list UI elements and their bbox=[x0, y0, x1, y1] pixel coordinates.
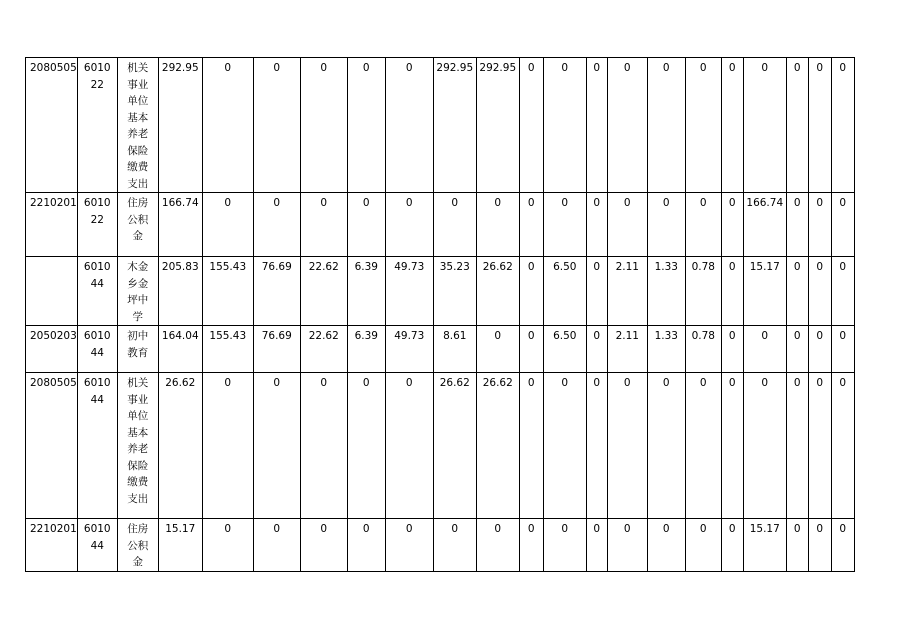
cell-amount: 26.62 bbox=[158, 373, 202, 519]
cell-amount: 0 bbox=[831, 257, 854, 326]
cell-unit-code bbox=[77, 519, 117, 572]
cell-amount: 0 bbox=[543, 373, 586, 519]
cell-amount: 0.78 bbox=[685, 257, 721, 326]
cell-amount: 0 bbox=[253, 519, 300, 572]
cell-amount: 0 bbox=[433, 519, 476, 572]
cell-subject-code: 2210201 bbox=[26, 519, 78, 572]
cell-amount: 0 bbox=[385, 58, 433, 193]
cell-amount: 22.62 bbox=[300, 257, 347, 326]
item-name-line: 单位 bbox=[127, 410, 149, 422]
item-name-line: 养老 bbox=[127, 443, 149, 455]
cell-amount: 292.95 bbox=[476, 58, 519, 193]
cell-amount: 0 bbox=[347, 58, 385, 193]
cell-amount: 15.17 bbox=[743, 519, 786, 572]
unit-code-line: 6010 bbox=[83, 261, 111, 273]
cell-amount: 0 bbox=[202, 519, 253, 572]
cell-amount: 6.39 bbox=[347, 257, 385, 326]
cell-subject-code: 2080505 bbox=[26, 373, 78, 519]
cell-amount: 0 bbox=[831, 519, 854, 572]
unit-code-line: 6010 bbox=[83, 62, 111, 74]
cell-unit-code bbox=[77, 257, 117, 326]
cell-amount: 0 bbox=[647, 193, 685, 257]
item-name-line: 坪中 bbox=[127, 294, 149, 306]
cell-amount: 164.04 bbox=[158, 326, 202, 373]
cell-amount: 0 bbox=[519, 373, 543, 519]
cell-amount: 0 bbox=[808, 193, 831, 257]
item-name-line: 金 bbox=[132, 230, 144, 242]
cell-amount: 166.74 bbox=[743, 193, 786, 257]
cell-amount: 0 bbox=[202, 193, 253, 257]
item-name-line: 单位 bbox=[127, 95, 149, 107]
cell-amount: 0 bbox=[519, 326, 543, 373]
item-name-line: 保险 bbox=[127, 144, 149, 157]
cell-amount: 1.33 bbox=[647, 257, 685, 326]
item-name-line: 缴费 bbox=[127, 161, 149, 173]
cell-subject-code: 2080505 bbox=[26, 58, 78, 193]
cell-amount: 0 bbox=[831, 326, 854, 373]
cell-item-name bbox=[117, 519, 158, 572]
item-name-line: 公积 bbox=[127, 539, 149, 552]
unit-code-line: 22 bbox=[90, 213, 104, 226]
cell-amount: 6.39 bbox=[347, 326, 385, 373]
table-row bbox=[26, 373, 855, 519]
item-name-line: 初中 bbox=[127, 330, 149, 342]
cell-amount: 26.62 bbox=[476, 257, 519, 326]
cell-amount: 0 bbox=[347, 519, 385, 572]
cell-item-name bbox=[117, 193, 158, 257]
table-row bbox=[26, 326, 855, 373]
cell-amount: 0 bbox=[385, 373, 433, 519]
cell-amount: 0 bbox=[721, 58, 743, 193]
item-name-line: 教育 bbox=[127, 346, 149, 359]
cell-amount: 0 bbox=[300, 373, 347, 519]
cell-amount: 0 bbox=[831, 373, 854, 519]
cell-amount: 0 bbox=[586, 519, 607, 572]
cell-amount: 0 bbox=[786, 373, 808, 519]
item-name-line: 支出 bbox=[127, 177, 149, 190]
unit-code-line: 6010 bbox=[83, 377, 111, 389]
cell-amount: 0 bbox=[786, 193, 808, 257]
cell-amount: 0 bbox=[786, 326, 808, 373]
cell-amount: 0 bbox=[743, 326, 786, 373]
cell-amount: 0 bbox=[519, 519, 543, 572]
item-name-line: 住房 bbox=[127, 523, 149, 535]
item-name-line: 机关 bbox=[127, 377, 149, 389]
cell-amount: 0 bbox=[300, 58, 347, 193]
cell-amount: 0 bbox=[786, 519, 808, 572]
cell-subject-code: 2050203 bbox=[26, 326, 78, 373]
budget-table bbox=[25, 57, 855, 572]
cell-amount: 0 bbox=[685, 193, 721, 257]
cell-amount: 0 bbox=[808, 373, 831, 519]
cell-amount: 0.78 bbox=[685, 326, 721, 373]
cell-amount: 0 bbox=[519, 257, 543, 326]
cell-amount: 6.50 bbox=[543, 257, 586, 326]
cell-amount: 76.69 bbox=[253, 326, 300, 373]
cell-item-name bbox=[117, 257, 158, 326]
cell-amount: 0 bbox=[433, 193, 476, 257]
cell-amount: 35.23 bbox=[433, 257, 476, 326]
item-name-line: 支出 bbox=[127, 492, 149, 505]
cell-amount: 0 bbox=[808, 326, 831, 373]
cell-amount: 0 bbox=[519, 193, 543, 257]
cell-amount: 0 bbox=[476, 193, 519, 257]
item-name-line: 木金 bbox=[127, 261, 149, 273]
cell-amount: 0 bbox=[347, 193, 385, 257]
cell-amount: 0 bbox=[253, 373, 300, 519]
cell-amount: 0 bbox=[831, 58, 854, 193]
item-name-line: 事业 bbox=[127, 78, 149, 91]
item-name-line: 养老 bbox=[127, 128, 149, 140]
unit-code-line: 44 bbox=[90, 393, 104, 406]
cell-amount: 0 bbox=[347, 373, 385, 519]
cell-amount: 0 bbox=[808, 257, 831, 326]
cell-amount: 205.83 bbox=[158, 257, 202, 326]
item-name-line: 机关 bbox=[127, 62, 149, 74]
cell-amount: 0 bbox=[253, 193, 300, 257]
cell-amount: 49.73 bbox=[385, 257, 433, 326]
item-name-line: 基本 bbox=[127, 426, 149, 439]
cell-amount: 6.50 bbox=[543, 326, 586, 373]
cell-amount: 0 bbox=[202, 373, 253, 519]
cell-amount: 0 bbox=[786, 257, 808, 326]
cell-amount: 0 bbox=[586, 58, 607, 193]
cell-amount: 0 bbox=[607, 58, 647, 193]
cell-amount: 0 bbox=[253, 58, 300, 193]
table-body bbox=[26, 58, 855, 572]
cell-amount: 0 bbox=[786, 58, 808, 193]
cell-amount: 26.62 bbox=[433, 373, 476, 519]
item-name-line: 基本 bbox=[127, 111, 149, 124]
cell-amount: 0 bbox=[721, 373, 743, 519]
item-name-line: 公积 bbox=[127, 213, 149, 226]
cell-amount: 0 bbox=[808, 58, 831, 193]
cell-amount: 0 bbox=[586, 326, 607, 373]
unit-code-line: 22 bbox=[90, 78, 104, 91]
cell-amount: 0 bbox=[685, 58, 721, 193]
cell-amount: 155.43 bbox=[202, 326, 253, 373]
cell-amount: 155.43 bbox=[202, 257, 253, 326]
unit-code-line: 44 bbox=[90, 277, 104, 290]
cell-amount: 0 bbox=[586, 373, 607, 519]
cell-amount: 8.61 bbox=[433, 326, 476, 373]
cell-amount: 0 bbox=[808, 519, 831, 572]
cell-amount: 292.95 bbox=[433, 58, 476, 193]
item-name-line: 事业 bbox=[127, 393, 149, 406]
cell-amount: 15.17 bbox=[743, 257, 786, 326]
unit-code-line: 44 bbox=[90, 539, 104, 552]
cell-amount: 0 bbox=[607, 373, 647, 519]
cell-unit-code bbox=[77, 58, 117, 193]
cell-subject-code bbox=[26, 257, 78, 326]
item-name-line: 金 bbox=[132, 556, 144, 568]
cell-amount: 76.69 bbox=[253, 257, 300, 326]
unit-code-line: 6010 bbox=[83, 197, 111, 209]
cell-amount: 0 bbox=[586, 193, 607, 257]
cell-amount: 0 bbox=[647, 519, 685, 572]
cell-amount: 15.17 bbox=[158, 519, 202, 572]
cell-amount: 0 bbox=[476, 519, 519, 572]
cell-amount: 292.95 bbox=[158, 58, 202, 193]
cell-subject-code: 2210201 bbox=[26, 193, 78, 257]
cell-amount: 0 bbox=[685, 373, 721, 519]
item-name-line: 学 bbox=[132, 310, 144, 323]
cell-amount: 0 bbox=[543, 519, 586, 572]
cell-amount: 0 bbox=[519, 58, 543, 193]
cell-amount: 0 bbox=[476, 326, 519, 373]
table-row bbox=[26, 193, 855, 257]
cell-amount: 0 bbox=[385, 193, 433, 257]
cell-amount: 2.11 bbox=[607, 326, 647, 373]
item-name-line: 乡金 bbox=[127, 277, 149, 290]
cell-amount: 26.62 bbox=[476, 373, 519, 519]
cell-amount: 0 bbox=[607, 193, 647, 257]
cell-amount: 166.74 bbox=[158, 193, 202, 257]
cell-amount: 0 bbox=[300, 519, 347, 572]
table-row bbox=[26, 257, 855, 326]
cell-amount: 2.11 bbox=[607, 257, 647, 326]
cell-amount: 22.62 bbox=[300, 326, 347, 373]
cell-amount: 0 bbox=[202, 58, 253, 193]
table-row bbox=[26, 58, 855, 193]
table-row bbox=[26, 519, 855, 572]
item-name-line: 住房 bbox=[127, 197, 149, 209]
cell-amount: 0 bbox=[721, 519, 743, 572]
unit-code-line: 44 bbox=[90, 346, 104, 359]
cell-amount: 49.73 bbox=[385, 326, 433, 373]
cell-unit-code bbox=[77, 326, 117, 373]
item-name-line: 缴费 bbox=[127, 476, 149, 488]
cell-amount: 0 bbox=[300, 193, 347, 257]
unit-code-line: 6010 bbox=[83, 330, 111, 342]
cell-item-name bbox=[117, 373, 158, 519]
cell-amount: 0 bbox=[543, 193, 586, 257]
cell-amount: 0 bbox=[543, 58, 586, 193]
cell-amount: 0 bbox=[743, 58, 786, 193]
cell-item-name bbox=[117, 58, 158, 193]
cell-item-name bbox=[117, 326, 158, 373]
cell-amount: 1.33 bbox=[647, 326, 685, 373]
cell-unit-code bbox=[77, 193, 117, 257]
cell-amount: 0 bbox=[743, 373, 786, 519]
cell-amount: 0 bbox=[685, 519, 721, 572]
cell-amount: 0 bbox=[607, 519, 647, 572]
cell-amount: 0 bbox=[647, 373, 685, 519]
unit-code-line: 6010 bbox=[83, 523, 111, 535]
cell-amount: 0 bbox=[586, 257, 607, 326]
cell-amount: 0 bbox=[831, 193, 854, 257]
cell-amount: 0 bbox=[721, 257, 743, 326]
cell-amount: 0 bbox=[721, 193, 743, 257]
cell-amount: 0 bbox=[647, 58, 685, 193]
item-name-line: 保险 bbox=[127, 459, 149, 472]
cell-amount: 0 bbox=[721, 326, 743, 373]
cell-unit-code bbox=[77, 373, 117, 519]
cell-amount: 0 bbox=[385, 519, 433, 572]
